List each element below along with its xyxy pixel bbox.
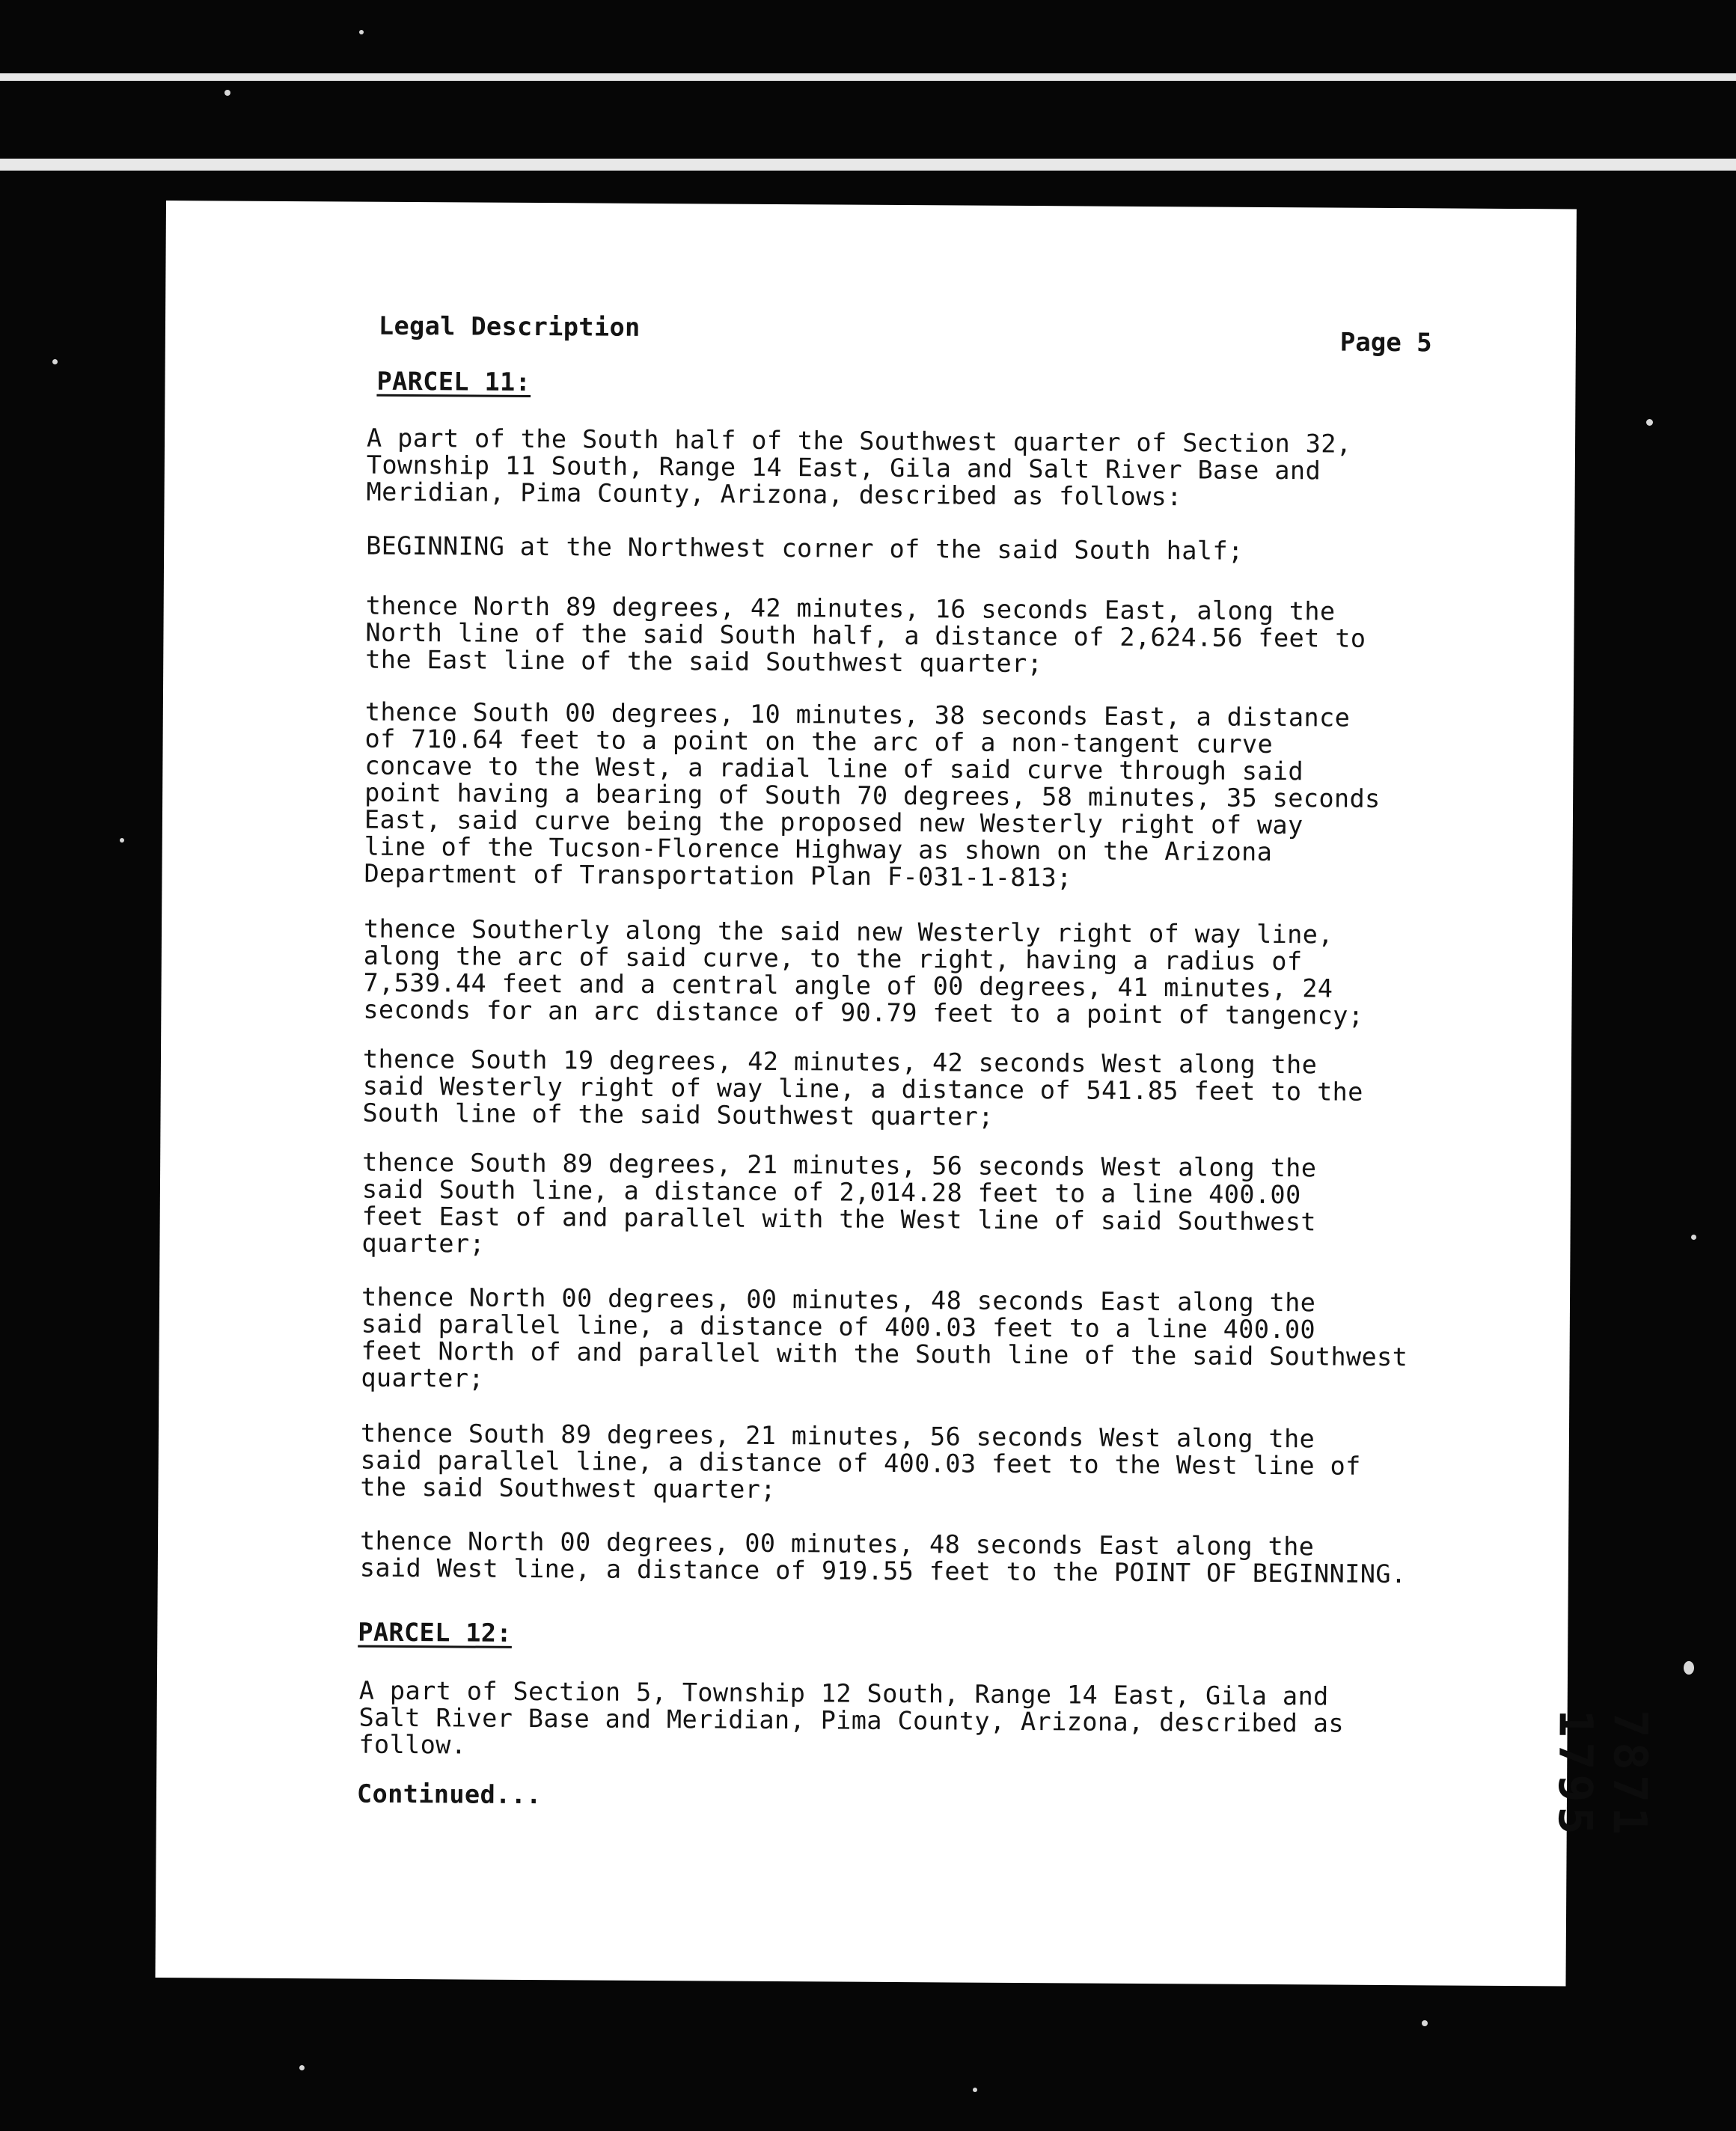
scan-speck bbox=[1422, 2020, 1428, 2026]
parcel-11-course-7: thence South 89 degrees, 21 minutes, 56 seconds West along the said parallel line, a distance of 400.03 feet to the West line of the said Southwest quarter; bbox=[360, 1418, 1361, 1505]
book-page-stamp: 7871 1795 bbox=[1547, 1709, 1658, 1840]
scan-speck bbox=[52, 359, 58, 364]
scan-speck bbox=[1691, 1235, 1696, 1240]
scan-artifact-top-line bbox=[0, 159, 1736, 171]
parcel-11-course-6: thence North 00 degrees, 00 minutes, 48 seconds East along the said parallel line, a distance of 400.03 feet to a line 400.00 feet North of and parallel with the South line of the said Southwest quarter; bbox=[361, 1282, 1408, 1393]
scan-speck bbox=[973, 2088, 977, 2092]
parcel-11-course-4: thence South 19 degrees, 42 minutes, 42 seconds West along the said Westerly right of way line, a distance of 541.85 feet to the South line of the said Southwest quarter; bbox=[362, 1044, 1363, 1131]
scan-speck bbox=[359, 30, 364, 34]
parcel-11-course-1: thence North 89 degrees, 42 minutes, 16 seconds East, along the North line of the said South half, a distance of 2,624.56 feet to the East line of the said Southwest quarter; bbox=[365, 590, 1366, 679]
parcel-11-course-2: thence South 00 degrees, 10 minutes, 38 seconds East, a distance of 710.64 feet to a point on the arc of a non-tangent curve concave to the West, a radial line of said curve through said point having a bearing of South 70 degrees, 58 minutes, 35 seconds East, said curve being the proposed new Westerly right of way line of the Tucson-Florence Highway as shown on the Arizona Department of Transportation Plan F-031-1-813; bbox=[364, 697, 1381, 893]
scan-artifact-top-line bbox=[0, 73, 1736, 81]
continued-note: Continued... bbox=[356, 1779, 542, 1810]
document-page bbox=[155, 201, 1658, 1986]
parcel-12-intro: A part of Section 5, Township 12 South, Range 14 East, Gila and Salt River Base and Meridian, Pima County, Arizona, described as follow. bbox=[358, 1675, 1345, 1760]
parcel-11-heading: PARCEL 11: bbox=[376, 366, 531, 397]
parcel-12-heading: PARCEL 12: bbox=[358, 1617, 513, 1648]
scan-speck bbox=[1646, 419, 1653, 426]
parcel-11-course-5: thence South 89 degrees, 21 minutes, 56 seconds West along the said South line, a distance of 2,014.28 feet to a line 400.00 feet East of and parallel with the West line of said Southwest quarter; bbox=[361, 1147, 1317, 1259]
scan-speck bbox=[299, 2065, 305, 2070]
parcel-11-intro: A part of the South half of the Southwest quarter of Section 32, Township 11 South, Range 14 East, Gila and Salt River Base and Meridian, Pima County, Arizona, described as follows: bbox=[366, 423, 1352, 512]
scan-speck bbox=[1684, 1661, 1694, 1675]
parcel-11-beginning: BEGINNING at the Northwest corner of the said South half; bbox=[366, 531, 1244, 566]
document-title: Legal Description bbox=[378, 311, 641, 342]
scan-speck bbox=[224, 90, 230, 96]
page-number: Page 5 bbox=[1339, 327, 1432, 358]
parcel-11-course-8: thence North 00 degrees, 00 minutes, 48 seconds East along the said West line, a distance of 919.55 feet to the POINT OF BEGINNING. bbox=[359, 1526, 1407, 1589]
parcel-11-course-3: thence Southerly along the said new Westerly right of way line, along the arc of said curve, to the right, having a radius of 7,539.44 feet and a central angle of 00 degrees, 41 minutes, 24 seconds for an arc distance of 90.79 feet to a point of tangency; bbox=[363, 914, 1364, 1030]
scan-speck bbox=[120, 838, 124, 843]
